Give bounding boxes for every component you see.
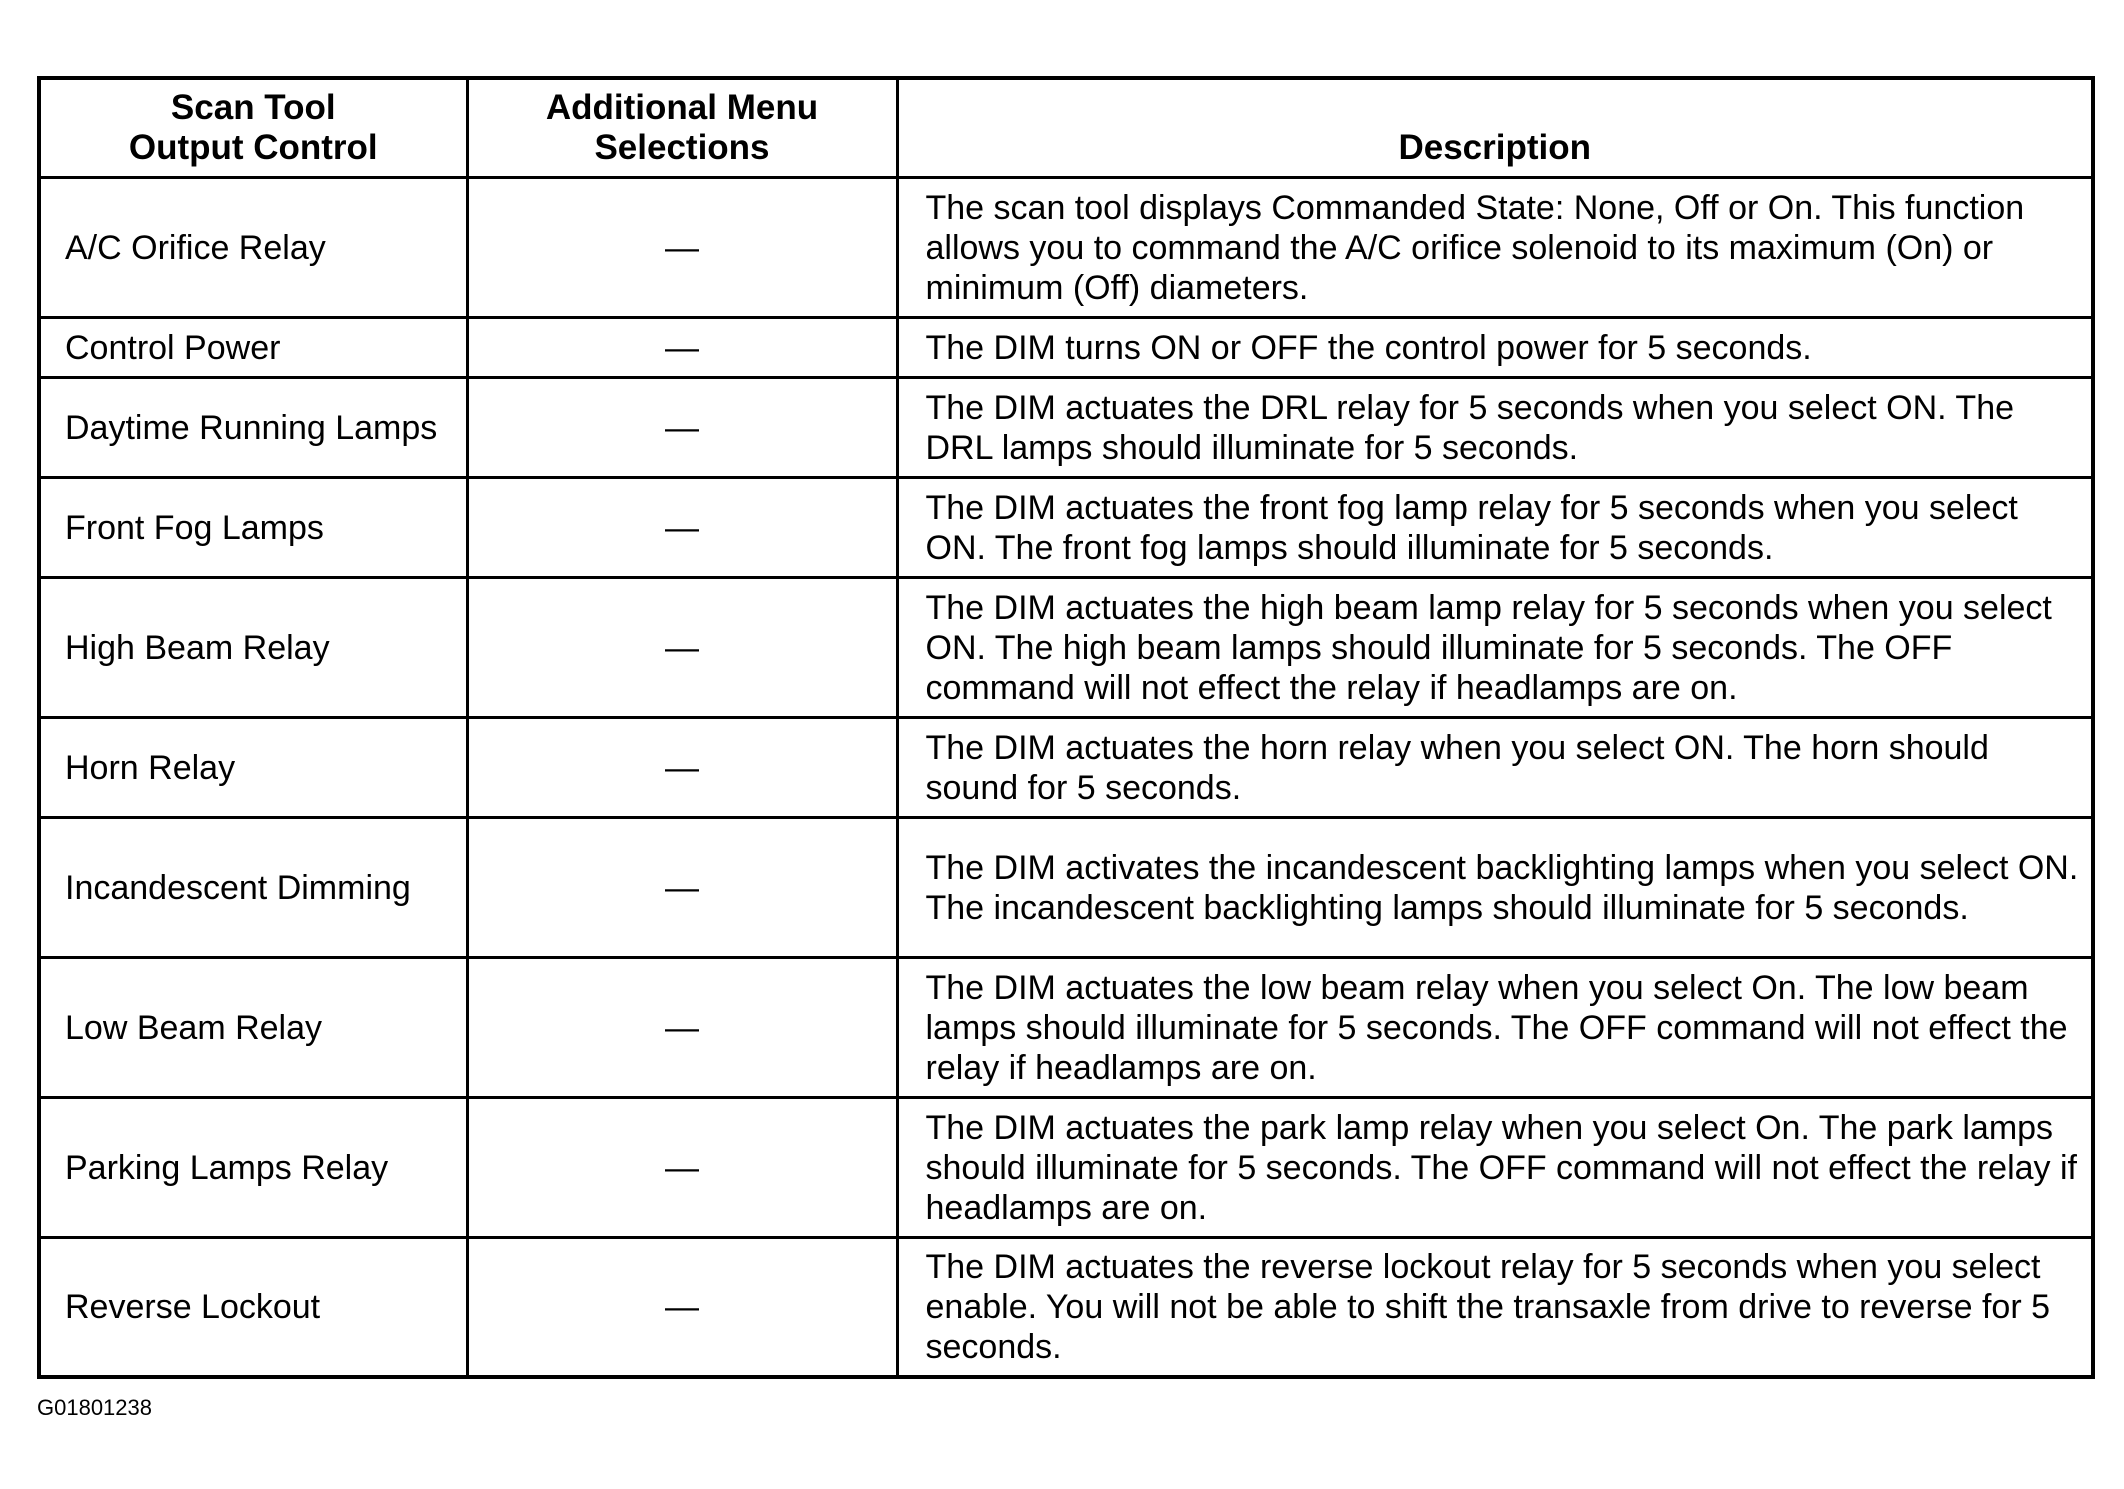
header-additional-menu-selections (467, 78, 897, 178)
menu-selection-cell: — (467, 178, 897, 318)
table-row (39, 718, 2093, 818)
header-output-control-line-1: Scan Tool (170, 88, 336, 127)
table-row (39, 478, 2093, 578)
table-row (39, 578, 2093, 718)
menu-selection-cell: — (467, 958, 897, 1098)
description-cell: The DIM actuates the high beam lamp relay for 5 seconds when you select ON. The high beam lamps should illuminate for 5 seconds. The OFF command will not effect the relay if headlamps are on. (897, 578, 2093, 718)
description-cell: The scan tool displays Commanded State: None, Off or On. This function allows you to command the A/C orifice solenoid to its maximum (On) or minimum (Off) diameters. (897, 178, 2093, 318)
table-row (39, 378, 2093, 478)
description-cell: The DIM actuates the front fog lamp relay for 5 seconds when you select ON. The front fog lamps should illuminate for 5 seconds. (897, 478, 2093, 578)
menu-selection-cell: — (467, 378, 897, 478)
figure-id: G01801238 (37, 1395, 152, 1420)
menu-selection-cell: — (467, 1098, 897, 1238)
menu-selection-cell: — (467, 478, 897, 578)
description-cell: The DIM activates the incandescent backlighting lamps when you select ON. The incandescent backlighting lamps should illuminate for 5 seconds. (897, 818, 2093, 958)
header-menu-line-2: Selections (594, 128, 770, 167)
menu-selection-cell: — (467, 818, 897, 958)
header-output-control-line-2: Output Control (128, 128, 378, 167)
output-control-cell: High Beam Relay (39, 578, 467, 718)
output-control-cell: Incandescent Dimming (39, 818, 467, 958)
table-row (39, 1098, 2093, 1238)
description-cell: The DIM actuates the reverse lockout relay for 5 seconds when you select enable. You will not be able to shift the transaxle from drive to reverse for 5 seconds. (897, 1238, 2093, 1378)
table-row (39, 1238, 2093, 1378)
output-control-cell: A/C Orifice Relay (39, 178, 467, 318)
menu-selection-cell: — (467, 578, 897, 718)
output-control-cell: Control Power (39, 318, 467, 378)
description-cell: The DIM actuates the DRL relay for 5 seconds when you select ON. The DRL lamps should illuminate for 5 seconds. (897, 378, 2093, 478)
description-cell: The DIM actuates the park lamp relay when you select On. The park lamps should illuminate for 5 seconds. The OFF command will not effect the relay if headlamps are on. (897, 1098, 2093, 1238)
table-row (39, 818, 2093, 958)
table-row (39, 178, 2093, 318)
table-row (39, 318, 2093, 378)
menu-selection-cell: — (467, 318, 897, 378)
output-control-cell: Low Beam Relay (39, 958, 467, 1098)
header-menu-line-1: Additional Menu (545, 88, 819, 127)
header-output-control (39, 78, 467, 178)
description-cell: The DIM turns ON or OFF the control power for 5 seconds. (897, 318, 2093, 378)
output-control-cell: Front Fog Lamps (39, 478, 467, 578)
menu-selection-cell: — (467, 1238, 897, 1378)
table-row (39, 958, 2093, 1098)
scan-tool-output-control-table (37, 76, 2095, 1379)
header-row (39, 78, 2093, 178)
header-description: Description (897, 78, 2093, 178)
output-control-cell: Reverse Lockout (39, 1238, 467, 1378)
description-cell: The DIM actuates the low beam relay when you select On. The low beam lamps should illuminate for 5 seconds. The OFF command will not effect the relay if headlamps are on. (897, 958, 2093, 1098)
output-control-cell: Daytime Running Lamps (39, 378, 467, 478)
description-cell: The DIM actuates the horn relay when you select ON. The horn should sound for 5 seconds. (897, 718, 2093, 818)
output-control-cell: Parking Lamps Relay (39, 1098, 467, 1238)
menu-selection-cell: — (467, 718, 897, 818)
output-control-cell: Horn Relay (39, 718, 467, 818)
